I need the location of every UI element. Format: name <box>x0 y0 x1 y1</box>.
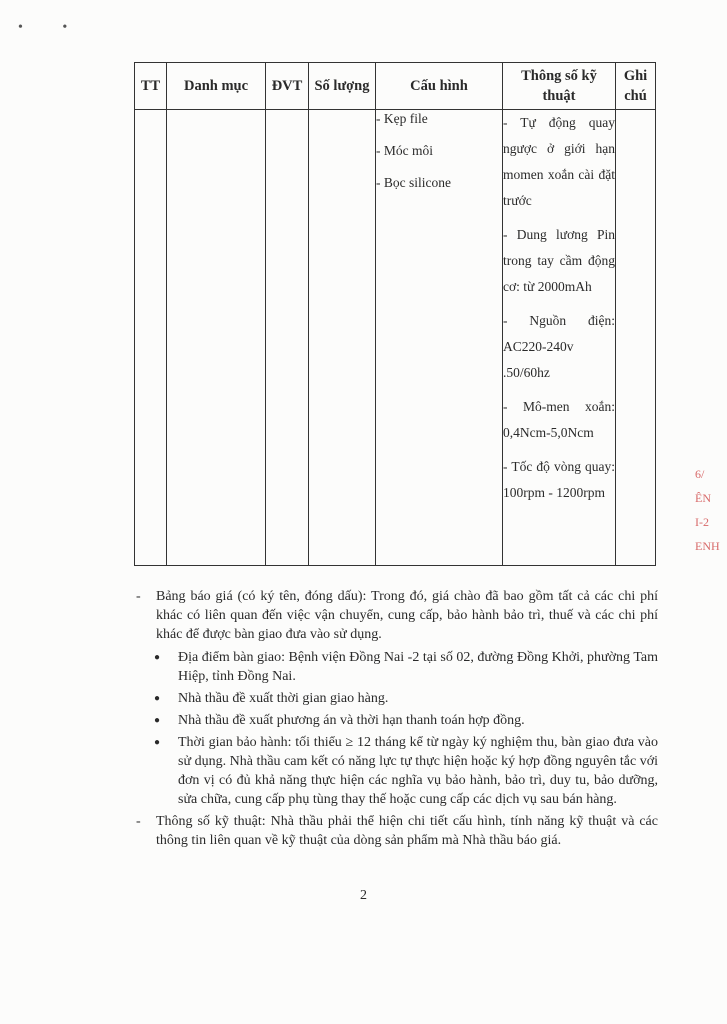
header-tt: TT <box>135 63 167 110</box>
quote-paragraph <box>136 587 658 644</box>
cell-thong-so <box>503 110 616 566</box>
dash-marker: - <box>136 589 141 604</box>
spec-item: - Mô-men xoắn: 0,4Ncm-5,0Ncm <box>503 399 615 440</box>
bullet-text: Địa điểm bàn giao: Bệnh viện Đồng Nai -2 tại số 02, đường Đồng Khởi, phường Tam Hiệp, tỉnh Đồng Nai. <box>178 650 658 684</box>
quote-text: Bảng báo giá (có ký tên, đóng dấu): Trong đó, giá chào đã bao gồm tất cả các chi phí khác có liên quan đến việc vận chuyển, cung cấp, bảo hành bảo trì, thuế và các chi phí khác để được bàn giao đưa vào sử dụng. <box>156 589 658 642</box>
stamp-line: I-2 <box>695 515 709 529</box>
list-item <box>154 711 658 730</box>
config-item: - Móc môi <box>376 143 433 158</box>
cell-ghi-chu <box>616 110 656 566</box>
spec-item: - Dung lương Pin trong tay cầm động cơ: từ 2000mAh <box>503 227 615 294</box>
bullet-marker: ● <box>154 715 161 726</box>
spec-paragraph <box>136 812 658 850</box>
spec-table <box>134 62 656 566</box>
header-thong-so: Thông số kỹ thuật <box>503 63 616 110</box>
list-item <box>154 648 658 686</box>
cell-so-luong <box>309 110 376 566</box>
stamp-line: ÊN <box>695 491 711 505</box>
list-item <box>154 689 658 708</box>
header-dvt: ĐVT <box>266 63 309 110</box>
cell-tt <box>135 110 167 566</box>
page-number: 2 <box>360 888 367 903</box>
spec-item: - Tốc độ vòng quay: 100rpm - 1200rpm <box>503 459 615 500</box>
config-item: - Kẹp file <box>376 111 428 126</box>
table-header-row <box>135 63 656 110</box>
body-text <box>136 587 658 854</box>
spec-item: - Nguồn điện: AC220-240v .50/60hz <box>503 313 615 380</box>
bullet-marker: ● <box>154 693 161 704</box>
table-row <box>135 110 656 566</box>
spec-text: Thông số kỹ thuật: Nhà thầu phải thể hiện chi tiết cấu hình, tính năng kỹ thuật và các thông tin liên quan về kỹ thuật của dòng sản phẩm mà Nhà thầu báo giá. <box>156 814 658 848</box>
bullet-text: Nhà thầu đề xuất phương án và thời hạn thanh toán hợp đồng. <box>178 713 525 728</box>
stamp-line: 6/ <box>695 467 705 481</box>
cell-cau-hinh <box>376 110 503 566</box>
bullet-marker: ● <box>154 652 161 663</box>
stamp-line: ENH <box>695 539 720 553</box>
spec-item: - Tự động quay ngược ở giới hạn momen xoắn cài đặt trước <box>503 115 615 208</box>
bullet-text: Nhà thầu đề xuất thời gian giao hàng. <box>178 691 389 706</box>
dash-marker: - <box>136 814 141 829</box>
cell-danh-muc <box>167 110 266 566</box>
bullet-marker: ● <box>154 737 161 748</box>
header-ghi-chu: Ghi chú <box>616 63 656 110</box>
bullet-list <box>136 648 658 809</box>
corner-dots: • • <box>18 20 86 35</box>
bullet-text: Thời gian bảo hành: tối thiểu ≥ 12 tháng kể từ ngày ký nghiệm thu, bàn giao đưa vào sử dụng. Nhà thầu cam kết có năng lực tự thực hiện hoặc ký hợp đồng nguyên tắc với đơn vị có đủ khả năng thực hiện các nghĩa vụ bảo hành, bảo trì, duy tu, bảo dưỡng, sửa chữa, cung cấp phụ tùng thay thế hoặc cung cấp các dịch vụ sau bán hàng. <box>178 735 658 807</box>
header-so-luong: Số lượng <box>309 63 376 110</box>
cell-dvt <box>266 110 309 566</box>
header-danh-muc: Danh mục <box>167 63 266 110</box>
config-item: - Bọc silicone <box>376 175 451 190</box>
list-item <box>154 733 658 809</box>
header-cau-hinh: Cấu hình <box>376 63 503 110</box>
red-stamp-fragment <box>695 462 727 612</box>
